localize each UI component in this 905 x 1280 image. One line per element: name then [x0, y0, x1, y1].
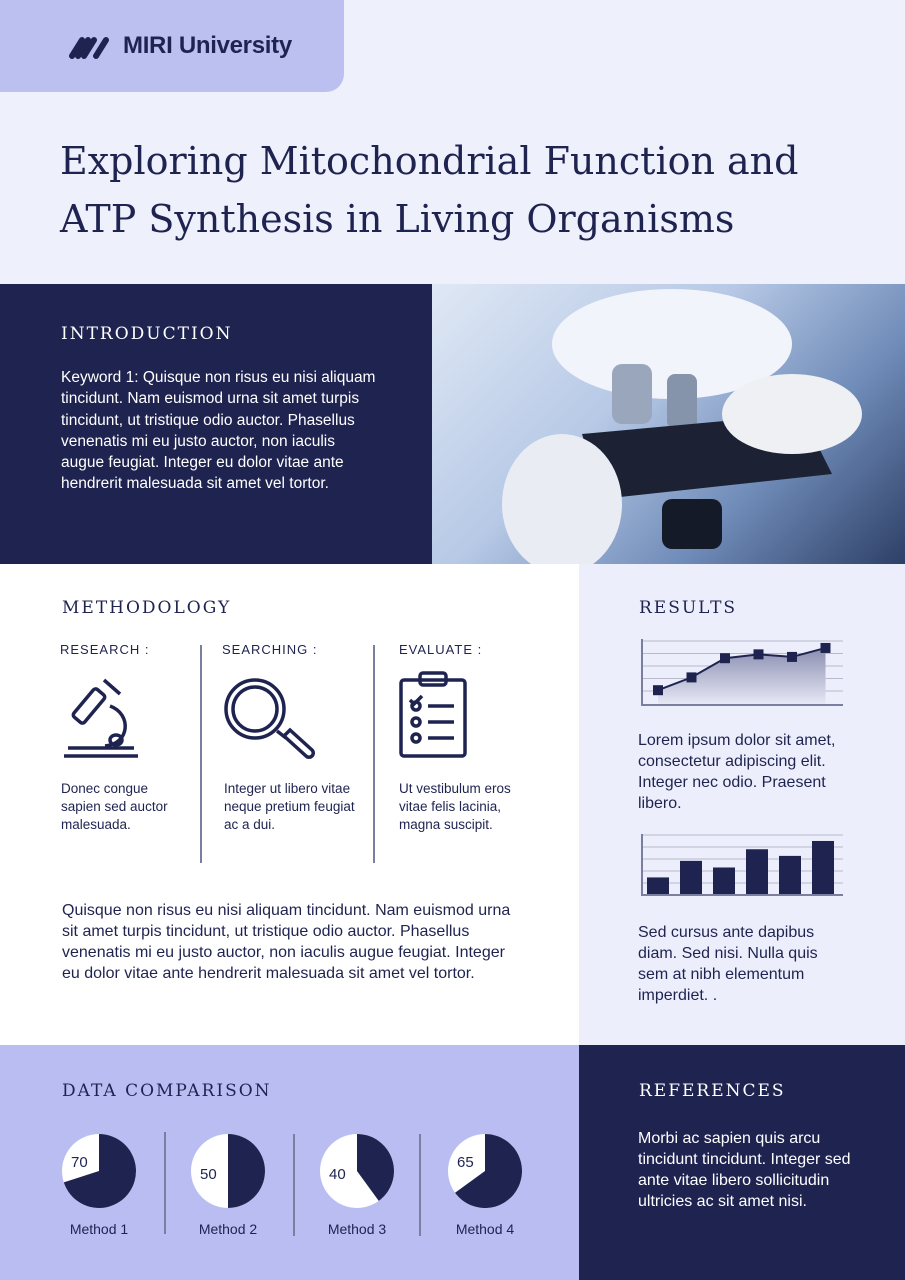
bar	[812, 841, 834, 894]
bar	[746, 849, 768, 894]
introduction-section	[0, 284, 432, 565]
logo-text: MIRI University	[123, 32, 292, 59]
methodology-heading: METHODOLOGY	[62, 598, 232, 618]
pie-value: 40	[329, 1166, 346, 1183]
pie-label: Method 4	[455, 1221, 515, 1237]
pie-divider	[293, 1134, 295, 1236]
pie-value: 50	[200, 1166, 217, 1183]
searching-text: Integer ut libero vitae neque pretium feugiat ac a dui.	[224, 781, 355, 832]
searching-label: SEARCHING :	[222, 642, 318, 657]
pie-value: 65	[457, 1154, 474, 1171]
page-title	[60, 132, 860, 248]
results-text-2: Sed cursus ante dapibus diam. Sed nisi. Nulla quis sem at nibh elementum imperdiet. .	[638, 924, 818, 1004]
data-point	[687, 672, 697, 682]
magnifier-icon	[222, 676, 318, 762]
bar-chart	[641, 834, 843, 896]
bar	[680, 861, 702, 894]
logo-icon	[68, 36, 112, 60]
references-heading: REFERENCES	[639, 1081, 786, 1101]
column-divider	[200, 645, 202, 863]
references-text: Morbi ac sapien quis arcu tincidunt tincidunt. Integer sed ante vitae libero sollicitudin ultricies ac sit amet nisi.	[638, 1130, 851, 1210]
data-point	[754, 649, 764, 659]
methodology-summary: Quisque non risus eu nisi aliquam tincidunt. Nam euismod urna sit amet turpis tincidunt, ut tristique odio auctor. Phasellus venenatis mi eu justo auctor, non iaculis augue feugiat. Integer eu dolor vitae ante hendrerit malesuada sit amet vel tortor.	[62, 902, 511, 982]
results-section	[579, 564, 905, 1045]
microscope-icon	[60, 674, 142, 764]
research-label: RESEARCH :	[60, 642, 150, 657]
evaluate-text: Ut vestibulum eros vitae felis lacinia, magna suscipit.	[399, 781, 511, 832]
pie-chart	[447, 1133, 523, 1209]
data-point	[720, 653, 730, 663]
pie-label: Method 1	[69, 1221, 129, 1237]
methodology-section	[0, 564, 579, 1045]
results-text-1: Lorem ipsum dolor sit amet, consectetur adipiscing elit. Integer nec odio. Praesent libero.	[638, 732, 836, 812]
data-comparison-section	[0, 1045, 579, 1280]
evaluate-label: EVALUATE :	[399, 642, 483, 657]
line-chart	[641, 639, 843, 707]
introduction-text: Keyword 1: Quisque non risus eu nisi aliquam tincidunt. Nam euismod urna sit amet turpis tincidunt, ut tristique odio auctor. Phasellus venenatis mi eu justo auctor, non iaculis augue feugiat. Integer eu dolor vitae ante hendrerit malesuada sit amet vel tortor.	[61, 369, 376, 493]
pie-slice	[228, 1134, 265, 1208]
introduction-heading: INTRODUCTION	[61, 324, 233, 344]
pie-label: Method 3	[327, 1221, 387, 1237]
data-comparison-heading: DATA COMPARISON	[62, 1081, 272, 1101]
title-line-2: ATP Synthesis in Living Organisms	[60, 197, 735, 241]
bar	[647, 877, 669, 894]
pie-divider	[419, 1134, 421, 1236]
column-divider	[373, 645, 375, 863]
pie-divider	[164, 1132, 166, 1234]
research-text: Donec congue sapien sed auctor malesuada.	[61, 781, 168, 832]
pie-value: 70	[71, 1154, 88, 1171]
logo-banner	[0, 0, 344, 92]
data-point	[821, 643, 831, 653]
data-point	[653, 685, 663, 695]
bar	[779, 856, 801, 894]
microscope-photo	[432, 284, 905, 565]
data-point	[787, 652, 797, 662]
pie-label: Method 2	[198, 1221, 258, 1237]
bar	[713, 867, 735, 894]
pie-chart	[61, 1133, 137, 1209]
references-section	[579, 1045, 905, 1280]
results-heading: RESULTS	[639, 598, 738, 618]
title-line-1: Exploring Mitochondrial Function and	[60, 139, 799, 183]
clipboard-checklist-icon	[398, 670, 468, 760]
